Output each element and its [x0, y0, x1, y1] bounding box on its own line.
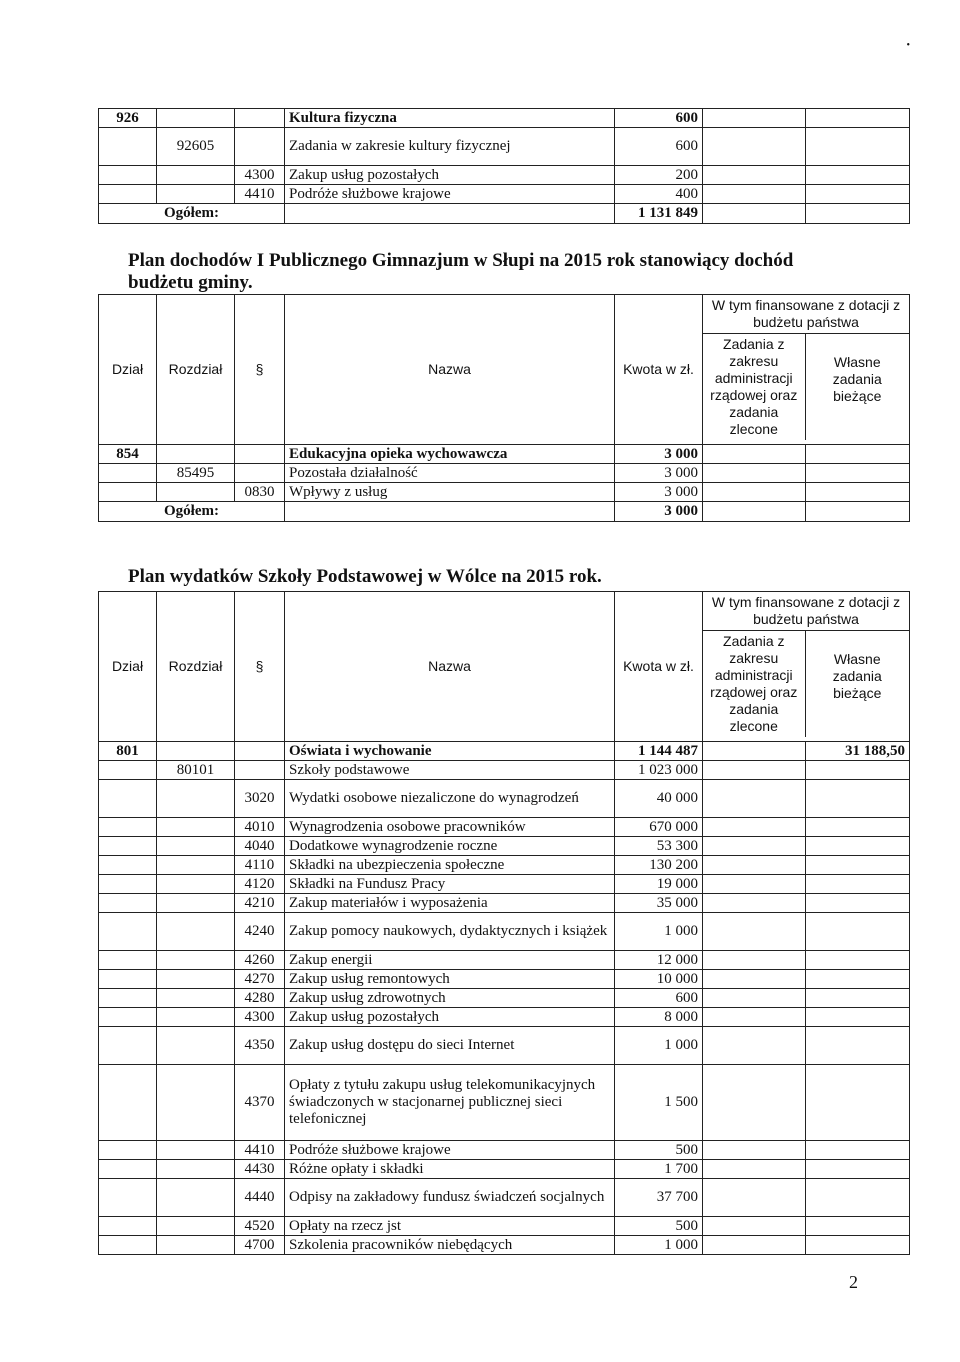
- cell-paragraf: 4350: [235, 1027, 285, 1065]
- total-label: Ogółem:: [99, 502, 285, 522]
- cell-wlasne: [806, 780, 910, 818]
- cell-kwota: 37 700: [615, 1179, 703, 1217]
- header-wlasne: Własne zadania bieżące: [832, 354, 882, 404]
- cell-wlasne: [806, 856, 910, 875]
- cell-paragraf: 4410: [235, 185, 285, 204]
- cell-nazwa: Podróże służbowe krajowe: [285, 1141, 615, 1160]
- cell-rozdzial: [157, 875, 235, 894]
- header-w-tym-group: [703, 295, 910, 445]
- cell-paragraf: [235, 742, 285, 761]
- cell-rozdzial: 80101: [157, 761, 235, 780]
- cell-kwota: 400: [615, 185, 703, 204]
- cell-kwota: 53 300: [615, 837, 703, 856]
- cell-wlasne: [806, 502, 910, 522]
- cell-wlasne: [806, 875, 910, 894]
- cell-nazwa: Opłaty z tytułu zakupu usług telekomunikacyjnych świadczonych w stacjonarnej publicznej sieci telefonicznej: [285, 1065, 615, 1141]
- cell-paragraf: [235, 464, 285, 483]
- table-row: [99, 818, 910, 837]
- cell-zadania-zlecone: [703, 951, 806, 970]
- cell-paragraf: 4240: [235, 913, 285, 951]
- cell-rozdzial: [157, 1027, 235, 1065]
- expense-plan-table: [98, 591, 910, 1255]
- cell-wlasne: [806, 1236, 910, 1255]
- cell-dzial: [99, 185, 157, 204]
- cell-dzial: [99, 894, 157, 913]
- cell-dzial: [99, 166, 157, 185]
- cell-dzial: [99, 483, 157, 502]
- cell-nazwa: Składki na Fundusz Pracy: [285, 875, 615, 894]
- cell-rozdzial: 92605: [157, 128, 235, 166]
- cell-zadania-zlecone: [703, 1027, 806, 1065]
- cell-paragraf: 4040: [235, 837, 285, 856]
- cell-zadania-zlecone: [703, 970, 806, 989]
- cell-nazwa: [285, 204, 615, 224]
- expense-plan-title: Plan wydatków Szkoły Podstawowej w Wólce na 2015 rok.: [128, 566, 602, 587]
- header-dzial: Dział: [99, 592, 157, 742]
- header-wlasne: Własne zadania bieżące: [832, 651, 882, 701]
- cell-rozdzial: [157, 1008, 235, 1027]
- cell-wlasne: [806, 483, 910, 502]
- cell-dzial: 926: [99, 109, 157, 128]
- cell-kwota: 1 500: [615, 1065, 703, 1141]
- cell-kwota: 600: [615, 109, 703, 128]
- cell-dzial: [99, 464, 157, 483]
- cell-nazwa: Szkoły podstawowe: [285, 761, 615, 780]
- cell-paragraf: 0830: [235, 483, 285, 502]
- scan-dot: •: [906, 40, 910, 51]
- cell-zadania-zlecone: [703, 818, 806, 837]
- header-kwota: Kwota w zł.: [615, 592, 703, 742]
- cell-rozdzial: [157, 780, 235, 818]
- table-row: [99, 761, 910, 780]
- cell-paragraf: 4700: [235, 1236, 285, 1255]
- cell-dzial: [99, 780, 157, 818]
- income-plan-table: [98, 294, 910, 522]
- cell-kwota: 500: [615, 1217, 703, 1236]
- header-zadania-zlecone: Zadania z zakresu administracji rządowej oraz zadania zlecone: [703, 334, 806, 440]
- cell-rozdzial: 85495: [157, 464, 235, 483]
- cell-dzial: [99, 818, 157, 837]
- cell-paragraf: 4520: [235, 1217, 285, 1236]
- cell-zadania-zlecone: [703, 109, 806, 128]
- cell-rozdzial: [157, 894, 235, 913]
- cell-zadania-zlecone: [703, 837, 806, 856]
- cell-nazwa: Szkolenia pracowników niebędących: [285, 1236, 615, 1255]
- cell-dzial: [99, 761, 157, 780]
- cell-dzial: [99, 1027, 157, 1065]
- cell-wlasne: [806, 837, 910, 856]
- cell-kwota: 35 000: [615, 894, 703, 913]
- table-row: [99, 464, 910, 483]
- cell-nazwa: Dodatkowe wynagrodzenie roczne: [285, 837, 615, 856]
- cell-wlasne: [806, 109, 910, 128]
- cell-nazwa: Zakup usług pozostałych: [285, 166, 615, 185]
- table-row: [99, 1217, 910, 1236]
- cell-wlasne: [806, 1065, 910, 1141]
- page-number: 2: [849, 1272, 858, 1292]
- table-row: [99, 1179, 910, 1217]
- cell-paragraf: 4280: [235, 989, 285, 1008]
- cell-kwota: 600: [615, 989, 703, 1008]
- cell-paragraf: 4410: [235, 1141, 285, 1160]
- cell-paragraf: 3020: [235, 780, 285, 818]
- cell-dzial: [99, 1008, 157, 1027]
- cell-paragraf: [235, 761, 285, 780]
- cell-nazwa: Podróże służbowe krajowe: [285, 185, 615, 204]
- header-rozdzial: Rozdział: [157, 295, 235, 445]
- cell-kwota: 500: [615, 1141, 703, 1160]
- cell-rozdzial: [157, 1160, 235, 1179]
- table-row: [99, 989, 910, 1008]
- sport-expenses-table: [98, 108, 910, 224]
- cell-dzial: [99, 1160, 157, 1179]
- cell-paragraf: 4440: [235, 1179, 285, 1217]
- cell-rozdzial: [157, 1179, 235, 1217]
- cell-dzial: [99, 1217, 157, 1236]
- cell-zadania-zlecone: [703, 1217, 806, 1236]
- cell-zadania-zlecone: [703, 483, 806, 502]
- cell-paragraf: 4370: [235, 1065, 285, 1141]
- cell-dzial: [99, 837, 157, 856]
- table-row: [99, 109, 910, 128]
- header-kwota: Kwota w zł.: [615, 295, 703, 445]
- header-zadania-zlecone: Zadania z zakresu administracji rządowej oraz zadania zlecone: [703, 631, 806, 737]
- cell-paragraf: 4260: [235, 951, 285, 970]
- header-w-tym: W tym finansowane z dotacji z budżetu państwa: [703, 295, 909, 334]
- cell-nazwa: Wynagrodzenia osobowe pracowników: [285, 818, 615, 837]
- cell-zadania-zlecone: [703, 894, 806, 913]
- table-row: [99, 128, 910, 166]
- cell-dzial: 854: [99, 445, 157, 464]
- cell-kwota: 12 000: [615, 951, 703, 970]
- header-paragraf: §: [235, 295, 285, 445]
- cell-kwota: 130 200: [615, 856, 703, 875]
- cell-kwota: 10 000: [615, 970, 703, 989]
- cell-zadania-zlecone: [703, 128, 806, 166]
- cell-nazwa: Pozostała działalność: [285, 464, 615, 483]
- cell-zadania-zlecone: [703, 1065, 806, 1141]
- cell-zadania-zlecone: [703, 1008, 806, 1027]
- cell-dzial: [99, 128, 157, 166]
- header-nazwa: Nazwa: [285, 592, 615, 742]
- cell-dzial: [99, 970, 157, 989]
- income-plan-title: Plan dochodów I Publicznego Gimnazjum w Słupi na 2015 rok stanowiący dochód budżetu gminy.: [128, 250, 794, 293]
- cell-wlasne: [806, 761, 910, 780]
- cell-kwota: 1 144 487: [615, 742, 703, 761]
- cell-paragraf: [235, 445, 285, 464]
- cell-rozdzial: [157, 989, 235, 1008]
- cell-nazwa: Zadania w zakresie kultury fizycznej: [285, 128, 615, 166]
- cell-wlasne: [806, 204, 910, 224]
- cell-nazwa: Zakup usług zdrowotnych: [285, 989, 615, 1008]
- cell-rozdzial: [157, 483, 235, 502]
- cell-dzial: [99, 989, 157, 1008]
- cell-zadania-zlecone: [703, 856, 806, 875]
- cell-kwota: 670 000: [615, 818, 703, 837]
- cell-wlasne: [806, 1027, 910, 1065]
- cell-dzial: [99, 1236, 157, 1255]
- cell-kwota: 19 000: [615, 875, 703, 894]
- header-paragraf: §: [235, 592, 285, 742]
- cell-zadania-zlecone: [703, 1160, 806, 1179]
- cell-paragraf: [235, 128, 285, 166]
- cell-rozdzial: [157, 970, 235, 989]
- cell-kwota: 600: [615, 128, 703, 166]
- total-row: [99, 204, 910, 224]
- cell-wlasne: [806, 464, 910, 483]
- cell-rozdzial: [157, 818, 235, 837]
- cell-wlasne: [806, 1008, 910, 1027]
- cell-kwota: 1 023 000: [615, 761, 703, 780]
- cell-wlasne: 31 188,50: [806, 742, 910, 761]
- cell-nazwa: Składki na ubezpieczenia społeczne: [285, 856, 615, 875]
- cell-kwota: 1 700: [615, 1160, 703, 1179]
- cell-wlasne: [806, 445, 910, 464]
- table-row: [99, 875, 910, 894]
- cell-zadania-zlecone: [703, 875, 806, 894]
- table-row: [99, 1141, 910, 1160]
- header-dzial: Dział: [99, 295, 157, 445]
- cell-kwota: 1 000: [615, 913, 703, 951]
- cell-paragraf: 4270: [235, 970, 285, 989]
- cell-rozdzial: [157, 166, 235, 185]
- cell-rozdzial: [157, 445, 235, 464]
- cell-rozdzial: [157, 1141, 235, 1160]
- cell-zadania-zlecone: [703, 1236, 806, 1255]
- total-value: 3 000: [615, 502, 703, 522]
- cell-zadania-zlecone: [703, 445, 806, 464]
- cell-zadania-zlecone: [703, 989, 806, 1008]
- cell-wlasne: [806, 818, 910, 837]
- cell-dzial: [99, 1141, 157, 1160]
- cell-wlasne: [806, 1160, 910, 1179]
- cell-nazwa: Różne opłaty i składki: [285, 1160, 615, 1179]
- table-row: [99, 913, 910, 951]
- cell-wlasne: [806, 951, 910, 970]
- cell-rozdzial: [157, 109, 235, 128]
- cell-nazwa: Zakup usług pozostałych: [285, 1008, 615, 1027]
- cell-paragraf: 4300: [235, 166, 285, 185]
- cell-dzial: [99, 856, 157, 875]
- total-label: Ogółem:: [99, 204, 285, 224]
- cell-wlasne: [806, 913, 910, 951]
- cell-paragraf: 4210: [235, 894, 285, 913]
- cell-kwota: 40 000: [615, 780, 703, 818]
- table-row: [99, 894, 910, 913]
- cell-nazwa: Wpływy z usług: [285, 483, 615, 502]
- cell-zadania-zlecone: [703, 742, 806, 761]
- cell-zadania-zlecone: [703, 185, 806, 204]
- cell-wlasne: [806, 970, 910, 989]
- cell-kwota: 8 000: [615, 1008, 703, 1027]
- cell-nazwa: Zakup energii: [285, 951, 615, 970]
- table-row: [99, 1008, 910, 1027]
- cell-nazwa: [285, 502, 615, 522]
- cell-zadania-zlecone: [703, 464, 806, 483]
- cell-kwota: 3 000: [615, 464, 703, 483]
- cell-zadania-zlecone: [703, 166, 806, 185]
- cell-zadania-zlecone: [703, 761, 806, 780]
- cell-wlasne: [806, 1217, 910, 1236]
- cell-dzial: 801: [99, 742, 157, 761]
- cell-nazwa: Odpisy na zakładowy fundusz świadczeń socjalnych: [285, 1179, 615, 1217]
- table-row: [99, 1027, 910, 1065]
- cell-nazwa: Wydatki osobowe niezaliczone do wynagrodzeń: [285, 780, 615, 818]
- cell-wlasne: [806, 1179, 910, 1217]
- cell-rozdzial: [157, 951, 235, 970]
- cell-nazwa: Edukacyjna opieka wychowawcza: [285, 445, 615, 464]
- cell-kwota: 1 000: [615, 1027, 703, 1065]
- cell-rozdzial: [157, 742, 235, 761]
- cell-zadania-zlecone: [703, 204, 806, 224]
- cell-dzial: [99, 951, 157, 970]
- cell-paragraf: 4430: [235, 1160, 285, 1179]
- cell-dzial: [99, 913, 157, 951]
- cell-rozdzial: [157, 1065, 235, 1141]
- cell-kwota: 3 000: [615, 445, 703, 464]
- cell-paragraf: [235, 109, 285, 128]
- cell-wlasne: [806, 185, 910, 204]
- cell-dzial: [99, 1179, 157, 1217]
- cell-zadania-zlecone: [703, 780, 806, 818]
- cell-zadania-zlecone: [703, 502, 806, 522]
- cell-nazwa: Zakup usług dostępu do sieci Internet: [285, 1027, 615, 1065]
- cell-rozdzial: [157, 1217, 235, 1236]
- cell-dzial: [99, 1065, 157, 1141]
- cell-paragraf: 4120: [235, 875, 285, 894]
- table-row: [99, 483, 910, 502]
- cell-nazwa: Zakup pomocy naukowych, dydaktycznych i książek: [285, 913, 615, 951]
- header-rozdzial: Rozdział: [157, 592, 235, 742]
- total-value: 1 131 849: [615, 204, 703, 224]
- cell-nazwa: Opłaty na rzecz jst: [285, 1217, 615, 1236]
- cell-wlasne: [806, 1141, 910, 1160]
- cell-zadania-zlecone: [703, 1179, 806, 1217]
- cell-paragraf: 4010: [235, 818, 285, 837]
- table-row: [99, 837, 910, 856]
- cell-rozdzial: [157, 913, 235, 951]
- cell-rozdzial: [157, 837, 235, 856]
- cell-kwota: 1 000: [615, 1236, 703, 1255]
- table-row: [99, 1236, 910, 1255]
- cell-paragraf: 4300: [235, 1008, 285, 1027]
- cell-kwota: 3 000: [615, 483, 703, 502]
- cell-dzial: [99, 875, 157, 894]
- table-row: [99, 951, 910, 970]
- cell-nazwa: Zakup materiałów i wyposażenia: [285, 894, 615, 913]
- table-row: [99, 742, 910, 761]
- cell-zadania-zlecone: [703, 1141, 806, 1160]
- total-row: [99, 502, 910, 522]
- table-row: [99, 1160, 910, 1179]
- cell-wlasne: [806, 128, 910, 166]
- header-nazwa: Nazwa: [285, 295, 615, 445]
- table-row: [99, 166, 910, 185]
- cell-wlasne: [806, 166, 910, 185]
- header-w-tym-group: [703, 592, 910, 742]
- header-w-tym: W tym finansowane z dotacji z budżetu państwa: [703, 592, 909, 631]
- table-row: [99, 856, 910, 875]
- cell-nazwa: Kultura fizyczna: [285, 109, 615, 128]
- cell-nazwa: Oświata i wychowanie: [285, 742, 615, 761]
- cell-wlasne: [806, 989, 910, 1008]
- table-row: [99, 780, 910, 818]
- table-row: [99, 970, 910, 989]
- cell-wlasne: [806, 894, 910, 913]
- cell-rozdzial: [157, 1236, 235, 1255]
- cell-nazwa: Zakup usług remontowych: [285, 970, 615, 989]
- cell-rozdzial: [157, 856, 235, 875]
- cell-kwota: 200: [615, 166, 703, 185]
- cell-zadania-zlecone: [703, 913, 806, 951]
- cell-paragraf: 4110: [235, 856, 285, 875]
- cell-rozdzial: [157, 185, 235, 204]
- table-row: [99, 1065, 910, 1141]
- table-row: [99, 185, 910, 204]
- table-row: [99, 445, 910, 464]
